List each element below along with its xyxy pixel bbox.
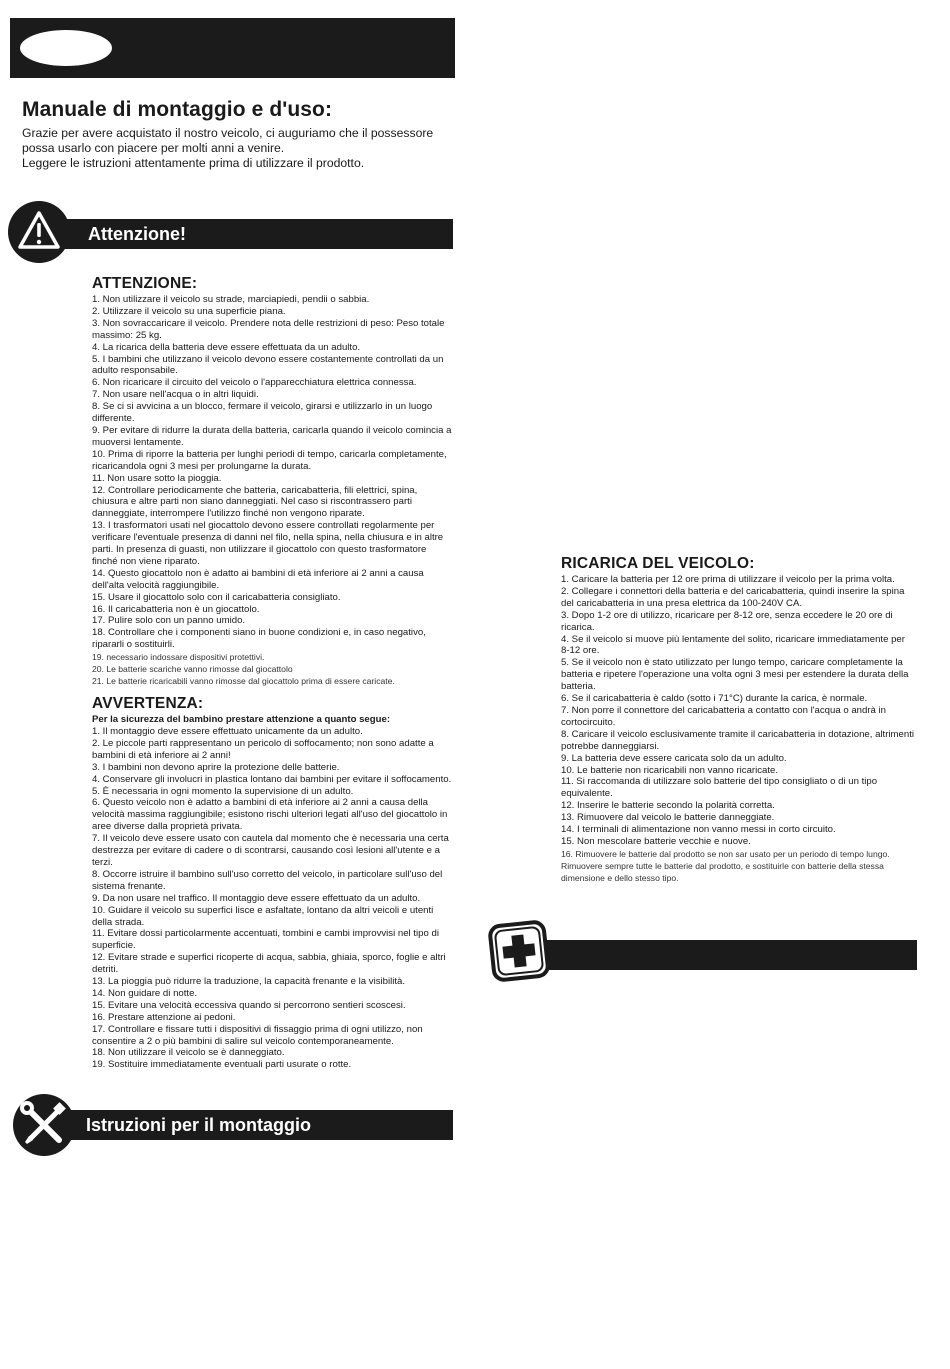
ricarica-heading: RICARICA DEL VEICOLO: <box>561 555 755 572</box>
list-item: 14. Questo giocattolo non è adatto ai bambini di età inferiore ai 2 anni a causa dell'alta velocità raggiungibile. <box>92 567 424 591</box>
attenzione-heading: ATTENZIONE: <box>92 275 198 292</box>
list-item: 1. Il montaggio deve essere effettuato unicamente da un adulto. <box>92 726 363 737</box>
list-item: 2. Collegare i connettori della batteria e del caricabatteria, quindi inserire la spina del caricabatteria in una presa elettrica da 100-240V CA. <box>561 585 905 609</box>
assembly-band <box>40 1110 453 1140</box>
list-item: 8. Se ci si avvicina a un blocco, fermare il veicolo, girarsi e utilizzarlo in un luogo differente. <box>92 401 433 425</box>
list-item: 19. necessario indossare dispositivi protettivi. <box>92 652 265 663</box>
list-item: 11. Non usare sotto la pioggia. <box>92 472 222 484</box>
list-item: 13. Rimuovere dal veicolo le batterie danneggiate. <box>561 812 775 824</box>
assembly-band-title: Istruzioni per il montaggio <box>86 1115 311 1135</box>
list-item: 21. Le batterie ricaricabili vanno rimosse dal giocattolo prima di essere caricate. <box>92 676 395 687</box>
list-item: 9. Da non usare nel traffico. Il montaggio deve essere effettuato da un adulto. <box>92 892 421 904</box>
list-item: 16. Prestare attenzione ai pedoni. <box>92 1011 236 1023</box>
intro-text <box>22 126 452 171</box>
list-item: 18. Non utilizzare il veicolo se è danneggiato. <box>92 1047 285 1059</box>
intro-line: possa usarlo con piacere per molti anni a venire. <box>22 141 285 155</box>
list-item: 8. Occorre istruire il bambino sull'uso corretto del veicolo, in particolare sull'uso del sistema frenante. <box>92 868 443 892</box>
list-item: 16. Rimuovere le batterie dal prodotto se non sar usato per un periodo di tempo lungo. Rimuovere sempre tutte le batterie dal prodotto, e sostituirle con batterie della stessa dimensione e dello stesso tipo. <box>561 848 890 883</box>
list-item: 5. Se il veicolo non è stato utilizzato per lungo tempo, caricare completamente la batteria e ripetere l'operazione una volta ogni 3 mesi per estendere la durata della batteria. <box>561 657 909 693</box>
list-item: 4. La ricarica della batteria deve essere effettuata da un adulto. <box>92 341 361 353</box>
list-item: 1. Caricare la batteria per 12 ore prima di utilizzare il veicolo per la prima volta. <box>561 574 895 585</box>
ricarica-list <box>561 574 916 884</box>
attenzione-list <box>92 294 452 687</box>
list-item: 1. Non utilizzare il veicolo su strade, marciapiedi, pendii o sabbia. <box>92 294 370 305</box>
intro-line: Leggere le istruzioni attentamente prima di utilizzare il prodotto. <box>22 156 365 170</box>
list-item: 13. La pioggia può ridurre la traduzione, la capacità frenante e la visibilità. <box>92 976 406 988</box>
header-bar <box>10 18 455 78</box>
list-item: 13. I trasformatori usati nel giocattolo devono essere controllati regolarmente per verificare l'eventuale presenza di danni nel filo, nella spina, nella chiusura e in altre parti. In presenza di guasti, non utilizzare il giocattolo con questo trasformatore finché non viene riparato. <box>92 520 444 567</box>
attention-band <box>30 219 453 249</box>
list-item: 11. Si raccomanda di utilizzare solo batterie del tipo consigliato o di un tipo equivalente. <box>561 776 878 800</box>
list-item: 8. Caricare il veicolo esclusivamente tramite il caricabatteria in dotazione, altrimenti potrebbe danneggiarsi. <box>561 728 914 752</box>
list-item: 6. Non ricaricare il circuito del veicolo o l'apparecchiatura elettrica connessa. <box>92 377 417 389</box>
list-item: 4. Conservare gli involucri in plastica lontano dai bambini per evitare il soffocamento. <box>92 773 452 785</box>
attention-band-title: Attenzione! <box>88 224 186 244</box>
list-item: 15. Usare il giocattolo solo con il caricabatteria consigliato. <box>92 591 341 603</box>
list-item: 9. Per evitare di ridurre la durata della batteria, caricarla quando il veicolo comincia a muoversi lentamente. <box>92 424 452 448</box>
list-item: 10. Guidare il veicolo su superfici lisce e asfaltate, lontano da altri veicoli e utenti della strada. <box>92 904 434 928</box>
warning-triangle-icon <box>8 201 70 263</box>
list-item: 14. I terminali di alimentazione non vanno messi in corto circuito. <box>561 824 836 836</box>
list-item: 12. Evitare strade e superfici ricoperte di acqua, sabbia, ghiaia, sporco, foglie e altri detriti. <box>92 952 446 976</box>
list-item: 3. I bambini non devono aprire la protezione delle batterie. <box>92 761 340 773</box>
page-title: Manuale di montaggio e d'uso: <box>22 98 333 121</box>
attenzione-section <box>92 275 452 687</box>
list-item: 19. Sostituire immediatamente eventuali parti usurate o rotte. <box>92 1059 352 1071</box>
list-item: 5. È necessaria in ogni momento la supervisione di un adulto. <box>92 785 354 797</box>
list-item: 10. Prima di riporre la batteria per lunghi periodi di tempo, caricarla completamente, ricaricandola ogni 3 mesi per prolungarne la durata. <box>92 448 447 472</box>
avvertenza-list <box>92 726 452 1071</box>
avvertenza-heading: AVVERTENZA: <box>92 695 204 712</box>
list-item: 3. Non sovraccaricare il veicolo. Prendere nota delle restrizioni di peso: Peso totale massimo: 25 kg. <box>92 317 445 341</box>
list-item: 3. Dopo 1-2 ore di utilizzo, ricaricare per 8-12 ore, senza eccedere le 20 ore di ricarica. <box>561 609 893 633</box>
list-item: 17. Controllare e fissare tutti i dispositivi di fissaggio prima di ogni utilizzo, non consentire a 2 o più bambini di salire sul veicolo contemporaneamente. <box>92 1023 423 1047</box>
list-item: 14. Non guidare di notte. <box>92 987 198 999</box>
list-item: 5. I bambini che utilizzano il veicolo devono essere costantemente controllati da un adulto responsabile. <box>92 353 444 377</box>
list-item: 6. Questo veicolo non è adatto a bambini di età inferiore ai 2 anni a causa della velocità massima raggiungibile; esistono rischi ulteriori legati all'uso del giocattolo in aree diverse dalla proprietà privata. <box>92 797 448 833</box>
list-item: 9. La batteria deve essere caricata solo da un adulto. <box>561 752 787 764</box>
list-item: 4. Se il veicolo si muove più lentamente del solito, ricaricare immediatamente per 8-12 ore. <box>561 633 905 657</box>
list-item: 7. Il veicolo deve essere usato con cautela dal momento che è necessaria una certa destrezza per evitare di cadere o di scontrarsi, causando così lesioni all'utente e a terzi. <box>92 833 449 868</box>
list-item: 2. Utilizzare il veicolo su una superficie piana. <box>92 305 286 317</box>
list-item: 11. Evitare dossi particolarmente accentuati, tombini e cambi improvvisi nel tipo di superficie. <box>92 928 439 952</box>
avvertenza-section <box>92 695 452 1071</box>
ricarica-section <box>561 555 916 884</box>
language-badge <box>20 30 112 66</box>
list-item: 20. Le batterie scariche vanno rimosse dal giocattolo <box>92 664 293 675</box>
list-item: 12. Controllare periodicamente che batteria, caricabatteria, fili elettrici, spina, chiusura e altre parti non siano danneggiati. Nel caso si riscontrassero parti danneggiate, interrompere l'utilizzo finché non vengono riparate. <box>92 484 418 520</box>
list-item: 16. Il caricabatteria non è un giocattolo. <box>92 603 260 615</box>
avvertenza-subheading: Per la sicurezza del bambino prestare attenzione a quanto segue: <box>92 714 391 725</box>
list-item: 6. Se il caricabatteria è caldo (sotto i 71°C) durante la carica, è normale. <box>561 693 868 705</box>
list-item: 7. Non porre il connettore del caricabatteria a contatto con l'acqua o andrà in cortocircuito. <box>561 704 887 728</box>
list-item: 7. Non usare nell'acqua o in altri liquidi. <box>92 389 259 401</box>
list-item: 18. Controllare che i componenti siano in buone condizioni e, in caso negativo, ripararli o sostituirli. <box>92 627 426 651</box>
first-aid-band <box>520 940 917 970</box>
first-aid-cross-icon <box>488 920 550 982</box>
list-item: 2. Le piccole parti rappresentano un pericolo di soffocamento; non sono adatte a bambini di età inferiore ai 2 anni! <box>92 737 434 761</box>
list-item: 17. Pulire solo con un panno umido. <box>92 615 246 627</box>
intro-line: Grazie per avere acquistato il nostro veicolo, ci auguriamo che il possessore <box>22 126 434 140</box>
list-item: 15. Non mescolare batterie vecchie e nuove. <box>561 835 751 847</box>
wrench-screwdriver-icon <box>13 1094 75 1156</box>
list-item: 12. Inserire le batterie secondo la polarità corretta. <box>561 800 775 812</box>
list-item: 10. Le batterie non ricaricabili non vanno ricaricate. <box>561 764 779 776</box>
list-item: 15. Evitare una velocità eccessiva quando si percorrono sentieri scoscesi. <box>92 999 406 1011</box>
